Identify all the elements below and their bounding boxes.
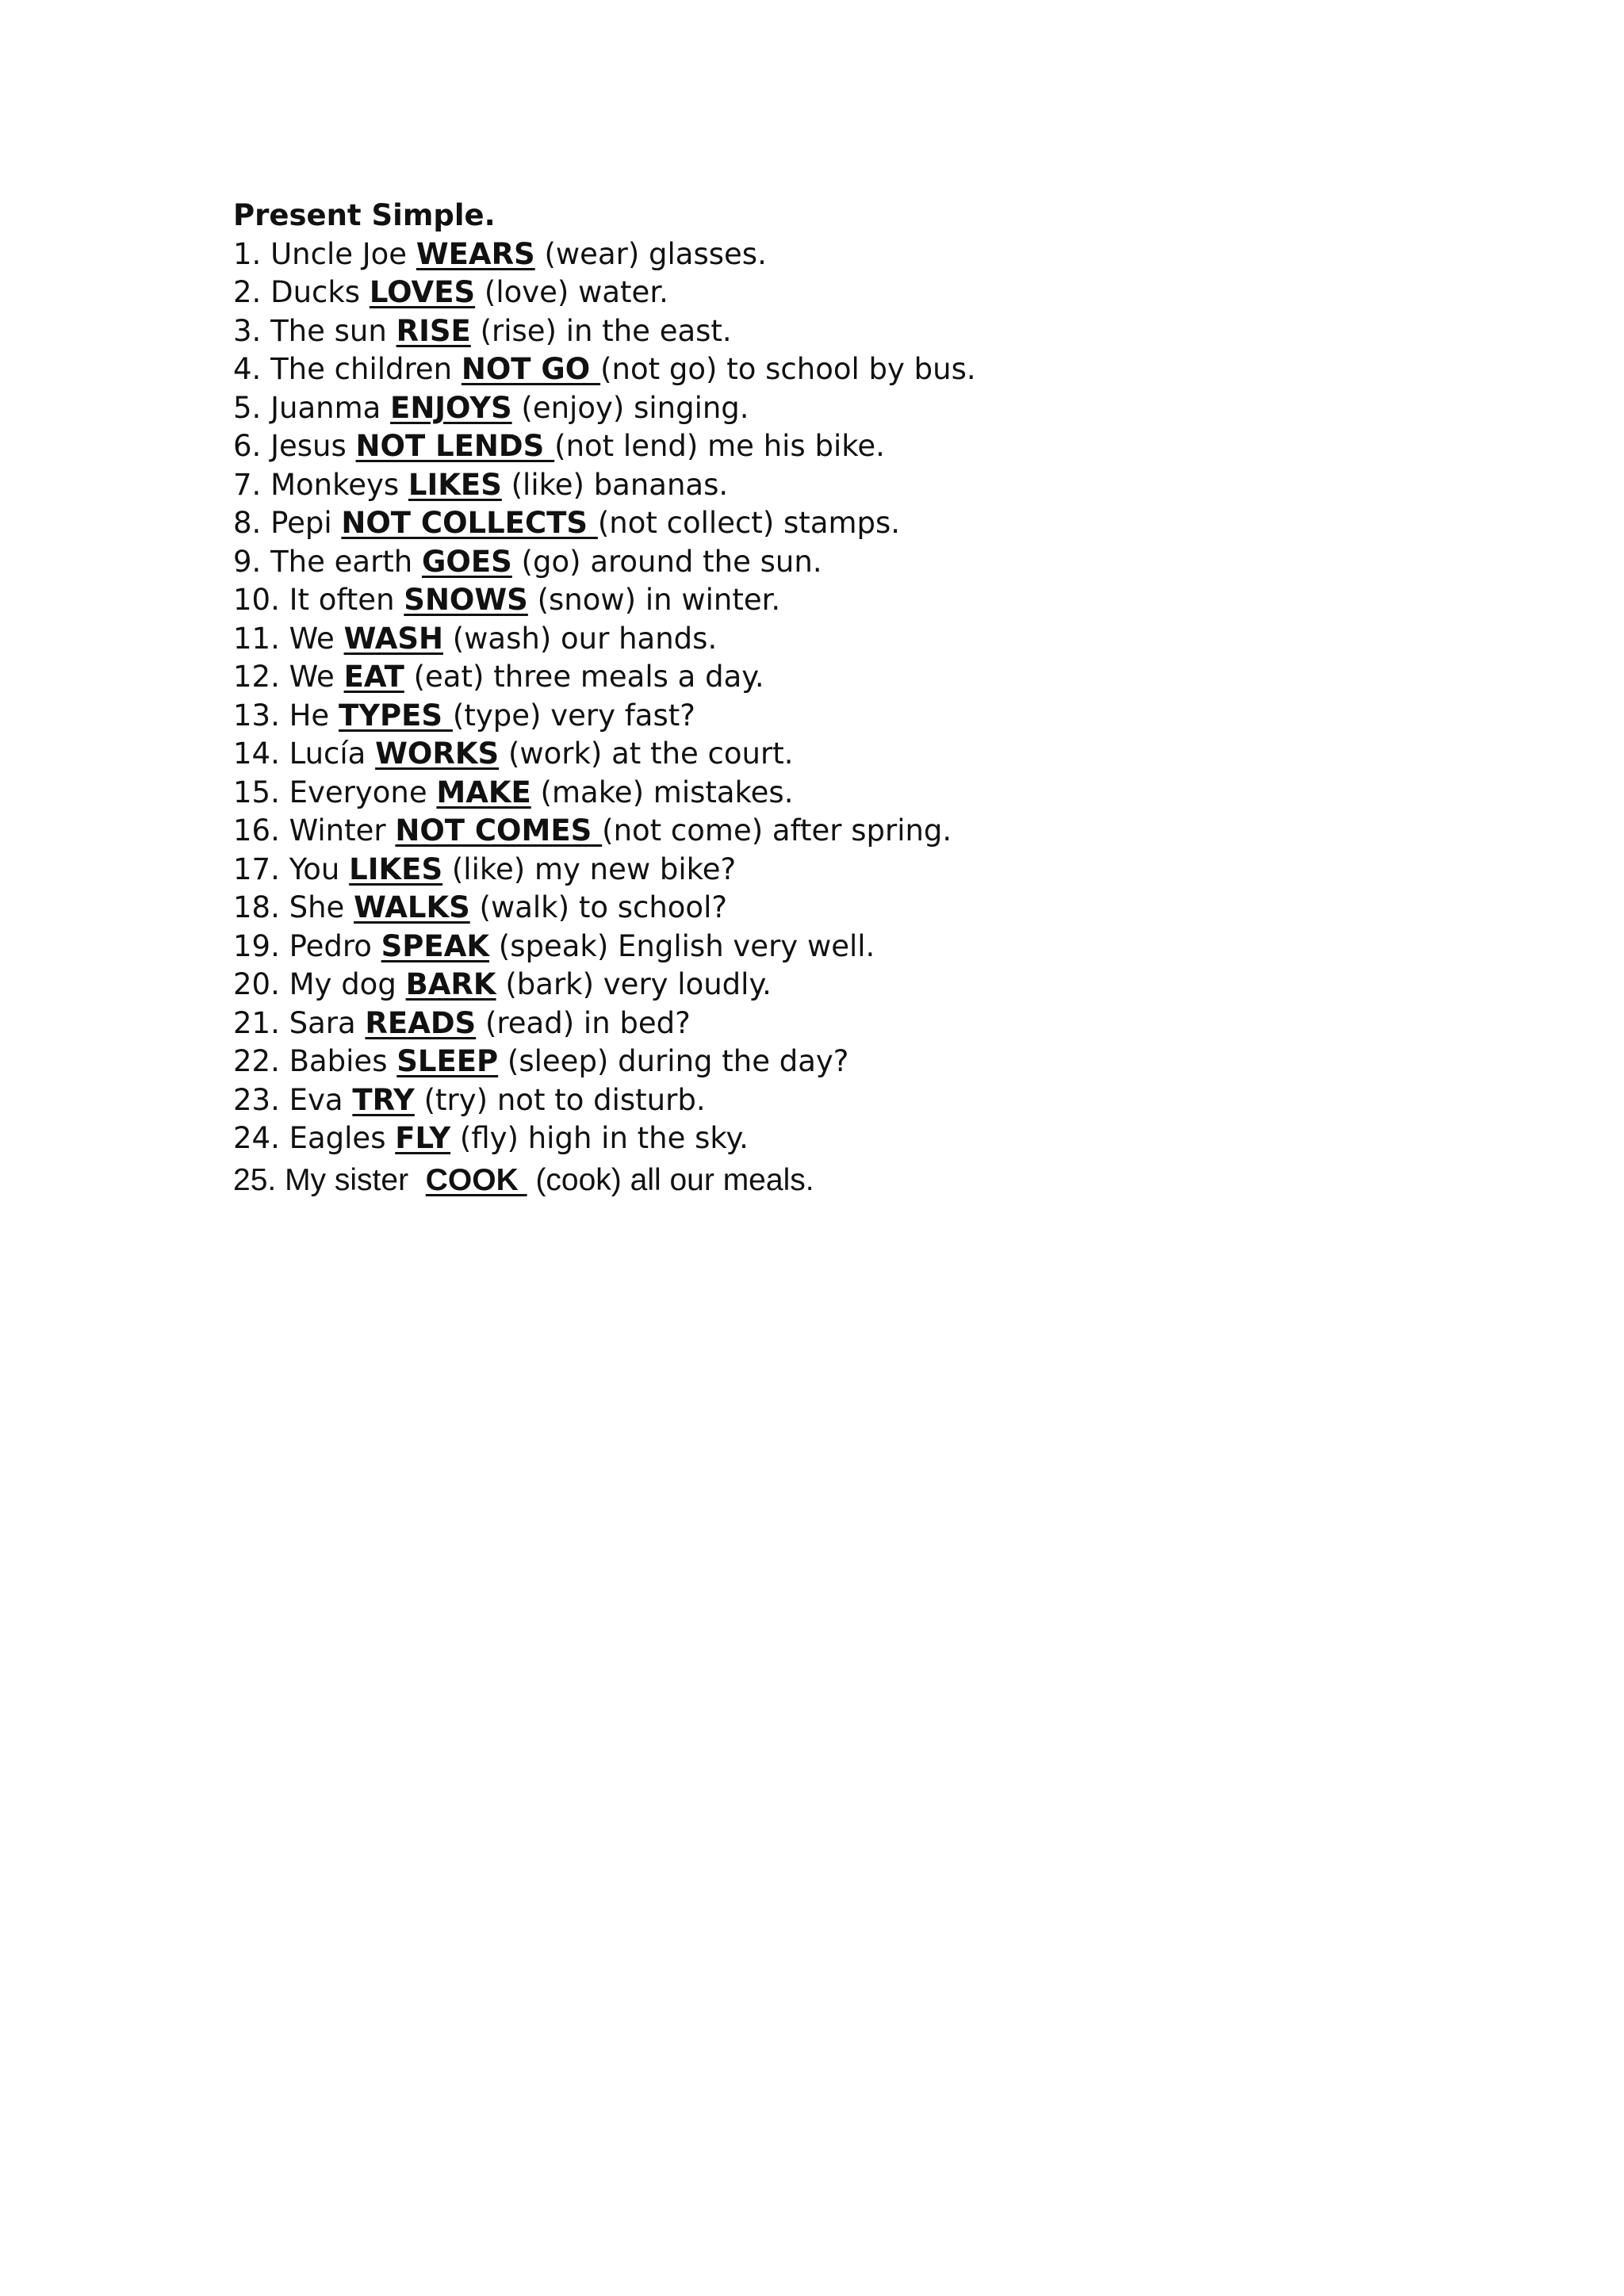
sentence-end: English very well. (618, 928, 875, 963)
item-number: 24. (233, 1121, 280, 1155)
exercise-line (233, 774, 1502, 813)
exercise-line (233, 966, 1502, 1004)
exercise-line (233, 812, 1502, 851)
verb-hint: (snow) (537, 583, 637, 617)
answer-verb: WORKS (375, 737, 500, 771)
answer-verb: EAT (343, 660, 404, 694)
exercise-line (233, 928, 1502, 966)
exercise-line (233, 735, 1502, 774)
sentence-end: after spring. (772, 813, 952, 848)
sentence-end: in winter. (645, 583, 781, 617)
answer-verb: BARK (405, 967, 496, 1001)
sentence-end: not to disturb. (496, 1082, 706, 1117)
worksheet-title: Present Simple. (233, 198, 496, 232)
item-number: 13. (233, 698, 280, 733)
item-number: 25. (233, 1162, 277, 1197)
verb-hint: (rise) (480, 313, 557, 348)
verb-hint: (like) (451, 851, 526, 886)
verb-hint: (not go) (600, 352, 718, 386)
item-number: 4. (233, 352, 262, 386)
item-number: 2. (233, 275, 262, 309)
exercise-line (233, 543, 1502, 582)
exercise-line (233, 504, 1502, 543)
sentence-end: to school by bus. (726, 352, 976, 386)
sentence-end: our hands. (561, 621, 718, 656)
answer-verb: MAKE (436, 775, 531, 809)
sentence-end: mistakes. (653, 775, 794, 809)
verb-hint: (work) (508, 737, 603, 771)
sentence-start: Eagles (289, 1121, 386, 1155)
verb-hint: (not lend) (554, 429, 699, 463)
answer-verb: WALKS (354, 890, 470, 924)
item-number: 18. (233, 890, 280, 924)
sentence-end: during the day? (618, 1044, 849, 1078)
item-number: 19. (233, 928, 280, 963)
sentence-start: Monkeys (270, 467, 400, 502)
answer-verb: WEARS (416, 236, 535, 271)
sentence-start: Eva (289, 1082, 343, 1117)
exercise-line (233, 1081, 1502, 1120)
item-number: 14. (233, 737, 280, 771)
sentence-start: My dog (289, 967, 396, 1001)
answer-verb: RISE (396, 313, 471, 348)
sentence-start: Juanma (270, 390, 381, 425)
verb-hint: (read) (485, 1005, 575, 1040)
item-number: 15. (233, 775, 280, 809)
answer-verb: NOT COLLECTS (341, 506, 598, 540)
item-number: 12. (233, 660, 280, 694)
answer-verb: SPEAK (381, 928, 490, 963)
item-number: 7. (233, 467, 262, 502)
exercise-line (233, 851, 1502, 890)
item-number: 10. (233, 583, 280, 617)
sentence-end: around the sun. (590, 544, 822, 579)
item-number: 16. (233, 813, 280, 848)
verb-hint: (type) (452, 698, 542, 733)
item-number: 23. (233, 1082, 280, 1117)
sentence-end: in bed? (583, 1005, 691, 1040)
exercise-line (233, 697, 1502, 736)
sentence-start: Winter (289, 813, 386, 848)
sentence-end: stamps. (783, 506, 901, 540)
sentence-start: Pedro (289, 928, 372, 963)
exercise-line (233, 620, 1502, 659)
sentence-end: all our meals. (630, 1162, 814, 1197)
verb-hint: (fly) (459, 1121, 519, 1155)
verb-hint: (wear) (544, 236, 640, 271)
item-number: 20. (233, 967, 280, 1001)
sentence-start: Everyone (289, 775, 427, 809)
sentence-start: It often (289, 583, 395, 617)
answer-verb: NOT COMES (395, 813, 603, 848)
sentence-end: very fast? (550, 698, 695, 733)
verb-hint: (go) (521, 544, 581, 579)
verb-hint: (bark) (505, 967, 595, 1001)
sentence-start: Babies (289, 1044, 388, 1078)
answer-verb: READS (365, 1005, 477, 1040)
worksheet (233, 197, 1502, 1203)
sentence-start: Ducks (270, 275, 361, 309)
exercise-line (233, 350, 1502, 389)
verb-hint: (love) (484, 275, 569, 309)
answer-verb: TYPES (338, 698, 453, 733)
item-number: 6. (233, 429, 262, 463)
item-number: 5. (233, 390, 262, 425)
sentence-end: at the court. (611, 737, 794, 771)
sentence-start: My sister (285, 1162, 417, 1197)
answer-verb: SLEEP (396, 1044, 499, 1078)
sentence-end: high in the sky. (527, 1121, 749, 1155)
verb-hint: (not come) (602, 813, 764, 848)
answer-verb: FLY (395, 1121, 451, 1155)
exercise-line (233, 1004, 1502, 1043)
sentence-start: Uncle Joe (270, 236, 408, 271)
verb-hint: (wash) (452, 621, 552, 656)
verb-hint: (cook) (535, 1162, 622, 1197)
sentence-end: very loudly. (603, 967, 772, 1001)
item-number: 21. (233, 1005, 280, 1040)
sentence-end: to school? (578, 890, 727, 924)
answer-verb: NOT GO (461, 352, 601, 386)
item-number: 3. (233, 313, 262, 348)
exercise-line (233, 1119, 1502, 1158)
verb-hint: (eat) (413, 660, 485, 694)
exercise-line (233, 466, 1502, 505)
item-number: 17. (233, 851, 280, 886)
sentence-end: three meals a day. (493, 660, 764, 694)
exercise-line (233, 312, 1502, 351)
answer-verb: LIKES (349, 851, 443, 886)
verb-hint: (enjoy) (521, 390, 625, 425)
answer-verb: TRY (352, 1082, 415, 1117)
verb-hint: (try) (423, 1082, 488, 1117)
answer-verb: GOES (422, 544, 512, 579)
sentence-start: We (289, 621, 335, 656)
exercise-line (233, 581, 1502, 620)
sentence-start: The children (270, 352, 453, 386)
sentence-start: You (289, 851, 340, 886)
exercise-line (233, 389, 1502, 428)
sentence-end: me his bike. (707, 429, 885, 463)
item-number: 22. (233, 1044, 280, 1078)
item-number: 9. (233, 544, 262, 579)
exercise-line (233, 427, 1502, 466)
sentence-end: glasses. (649, 236, 767, 271)
verb-hint: (walk) (479, 890, 570, 924)
exercise-line (233, 658, 1502, 697)
sentence-end: water. (578, 275, 668, 309)
sentence-start: Jesus (270, 429, 347, 463)
answer-verb: WASH (343, 621, 443, 656)
exercise-line (233, 889, 1502, 928)
sentence-start: The earth (270, 544, 413, 579)
verb-hint: (speak) (498, 928, 609, 963)
sentence-end: singing. (634, 390, 749, 425)
item-number: 1. (233, 236, 262, 271)
sentence-start: The sun (270, 313, 387, 348)
verb-hint: (sleep) (507, 1044, 609, 1078)
exercise-line (233, 274, 1502, 312)
sentence-start: We (289, 660, 335, 694)
answer-verb: LIKES (408, 467, 502, 502)
sentence-start: Pepi (270, 506, 332, 540)
verb-hint: (make) (540, 775, 645, 809)
verb-hint: (like) (511, 467, 584, 502)
answer-verb: ENJOYS (390, 390, 512, 425)
sentence-end: in the east. (565, 313, 732, 348)
sentence-start: She (289, 890, 345, 924)
sentence-end: my new bike? (534, 851, 737, 886)
answer-verb: COOK (425, 1162, 527, 1197)
exercise-line (233, 235, 1502, 274)
item-number: 8. (233, 506, 262, 540)
item-number: 11. (233, 621, 280, 656)
answer-verb: LOVES (369, 275, 476, 309)
verb-hint: (not collect) (597, 506, 775, 540)
exercise-line (233, 1043, 1502, 1081)
answer-verb: NOT LENDS (355, 429, 555, 463)
sentence-start: He (289, 698, 330, 733)
sentence-start: Sara (289, 1005, 356, 1040)
answer-verb: SNOWS (404, 583, 528, 617)
sentence-end: bananas. (593, 467, 729, 502)
exercise-line (233, 1158, 1502, 1203)
sentence-start: Lucía (289, 737, 366, 771)
